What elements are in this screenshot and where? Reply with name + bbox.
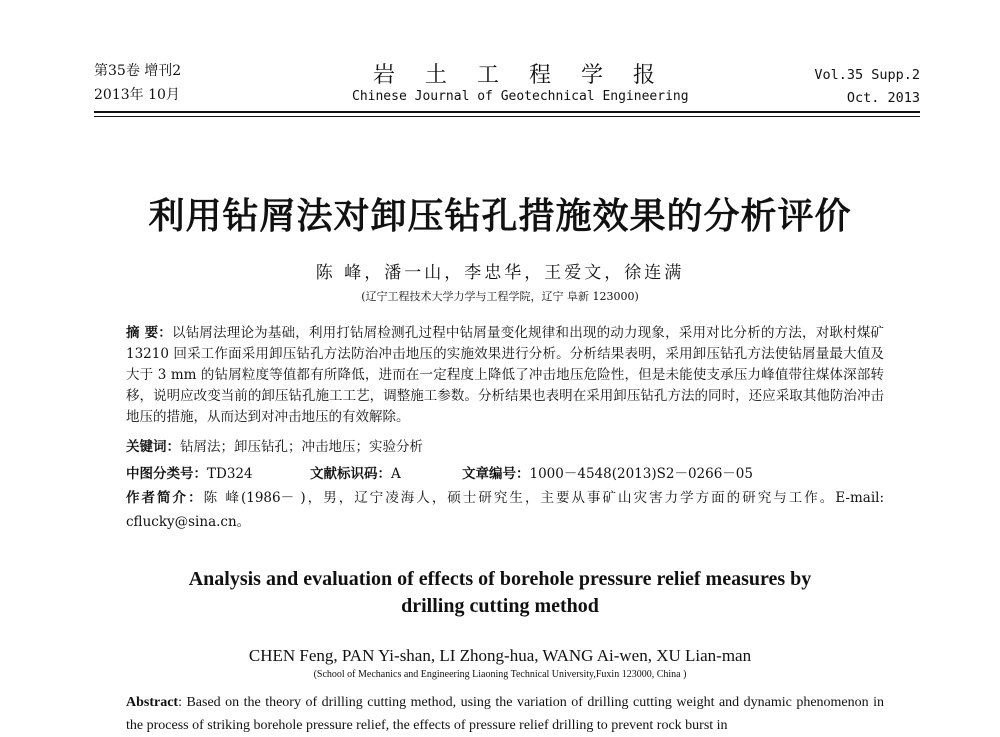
date-cn: 2013年 10月 xyxy=(94,87,180,103)
article-title-en-line2: drilling cutting method xyxy=(401,595,599,617)
doc-code-value: A xyxy=(391,466,401,482)
abstract-text: 以钻屑法理论为基础，利用打钻屑检测孔过程中钻屑量变化规律和出现的动力现象，采用对比分析的方法，对耿村煤矿 13210 回采工作面采用卸压钻孔方法防治冲击地压的实施效果进行分析。分析结果表明，采用卸压钻孔方法使钻屑量最大值及大于 3 mm 的钻屑粒度等值都有所降低，进而在一定程度上降低了冲击地压危险性，但是未能使支承压力峰值带往煤体深部转移，说明应改变当前的卸压钻孔施工工艺，调整施工参数。分析结果也表明在采用卸压钻孔方法的同时，还应采取其他防治冲击地压的措施，从而达到对冲击地压的有效解除。 xyxy=(126,325,885,425)
abstract-en-text: : Based on the theory of drilling cutting method, using the variation of drilling cutting weight and dynamic phenomenon in the process of striking borehole pressure relief, the effects of pressure relief drilling to prevent rock burst in xyxy=(126,695,884,733)
header-rule-thin xyxy=(94,116,920,117)
article-no-label: 文章编号： xyxy=(462,466,530,482)
volume-issue-en: Vol.35 Supp.2 xyxy=(814,67,920,83)
keywords-text: 钻屑法；卸压钻孔；冲击地压；实验分析 xyxy=(180,439,423,455)
author-bio xyxy=(126,486,884,534)
authors-cn: 陈 峰，潘一山，李忠华，王爱文，徐连满 xyxy=(315,263,685,283)
bio-label: 作者简介： xyxy=(126,490,204,506)
article-title-en-line1: Analysis and evaluation of effects of borehole pressure relief measures by xyxy=(188,568,812,590)
keywords xyxy=(126,437,423,457)
bio-text: 陈 峰(1986－ )，男，辽宁凌海人，硕士研究生，主要从事矿山灾害力学方面的研究与工作。E-mail: xyxy=(203,490,885,506)
article-title-cn: 利用钻屑法对卸压钻孔措施效果的分析评价 xyxy=(148,196,852,237)
abstract-label: 摘 要： xyxy=(126,325,172,341)
abstract-en-label: Abstract xyxy=(126,695,179,710)
clc-value: TD324 xyxy=(207,466,253,482)
journal-title-en: Chinese Journal of Geotechnical Engineering xyxy=(352,89,689,104)
volume-issue-cn: 第35卷 增刊2 xyxy=(94,63,182,79)
affiliation-cn: (辽宁工程技术大学力学与工程学院，辽宁 阜新 123000) xyxy=(361,290,639,303)
journal-title-cn: 岩土工程学报 xyxy=(373,63,686,88)
classification-line xyxy=(126,464,253,484)
authors-en: CHEN Feng, PAN Yi-shan, LI Zhong-hua, WANG Ai-wen, XU Lian-man xyxy=(248,646,752,665)
bio-email: cflucky@sina.cn。 xyxy=(126,514,251,530)
abstract-cn xyxy=(126,323,884,428)
article-no-value: 1000－4548(2013)S2－0266－05 xyxy=(529,466,753,482)
keywords-label: 关键词： xyxy=(126,439,180,455)
article-number xyxy=(462,464,753,484)
doc-code-label: 文献标识码： xyxy=(310,466,391,482)
clc-label: 中图分类号： xyxy=(126,466,207,482)
header-rule-thick xyxy=(94,111,920,113)
date-en: Oct. 2013 xyxy=(846,90,920,106)
affiliation-en: (School of Mechanics and Engineering Liaoning Technical University,Fuxin 123000, China ) xyxy=(313,669,687,680)
doc-code xyxy=(310,464,401,484)
abstract-en xyxy=(126,691,884,737)
